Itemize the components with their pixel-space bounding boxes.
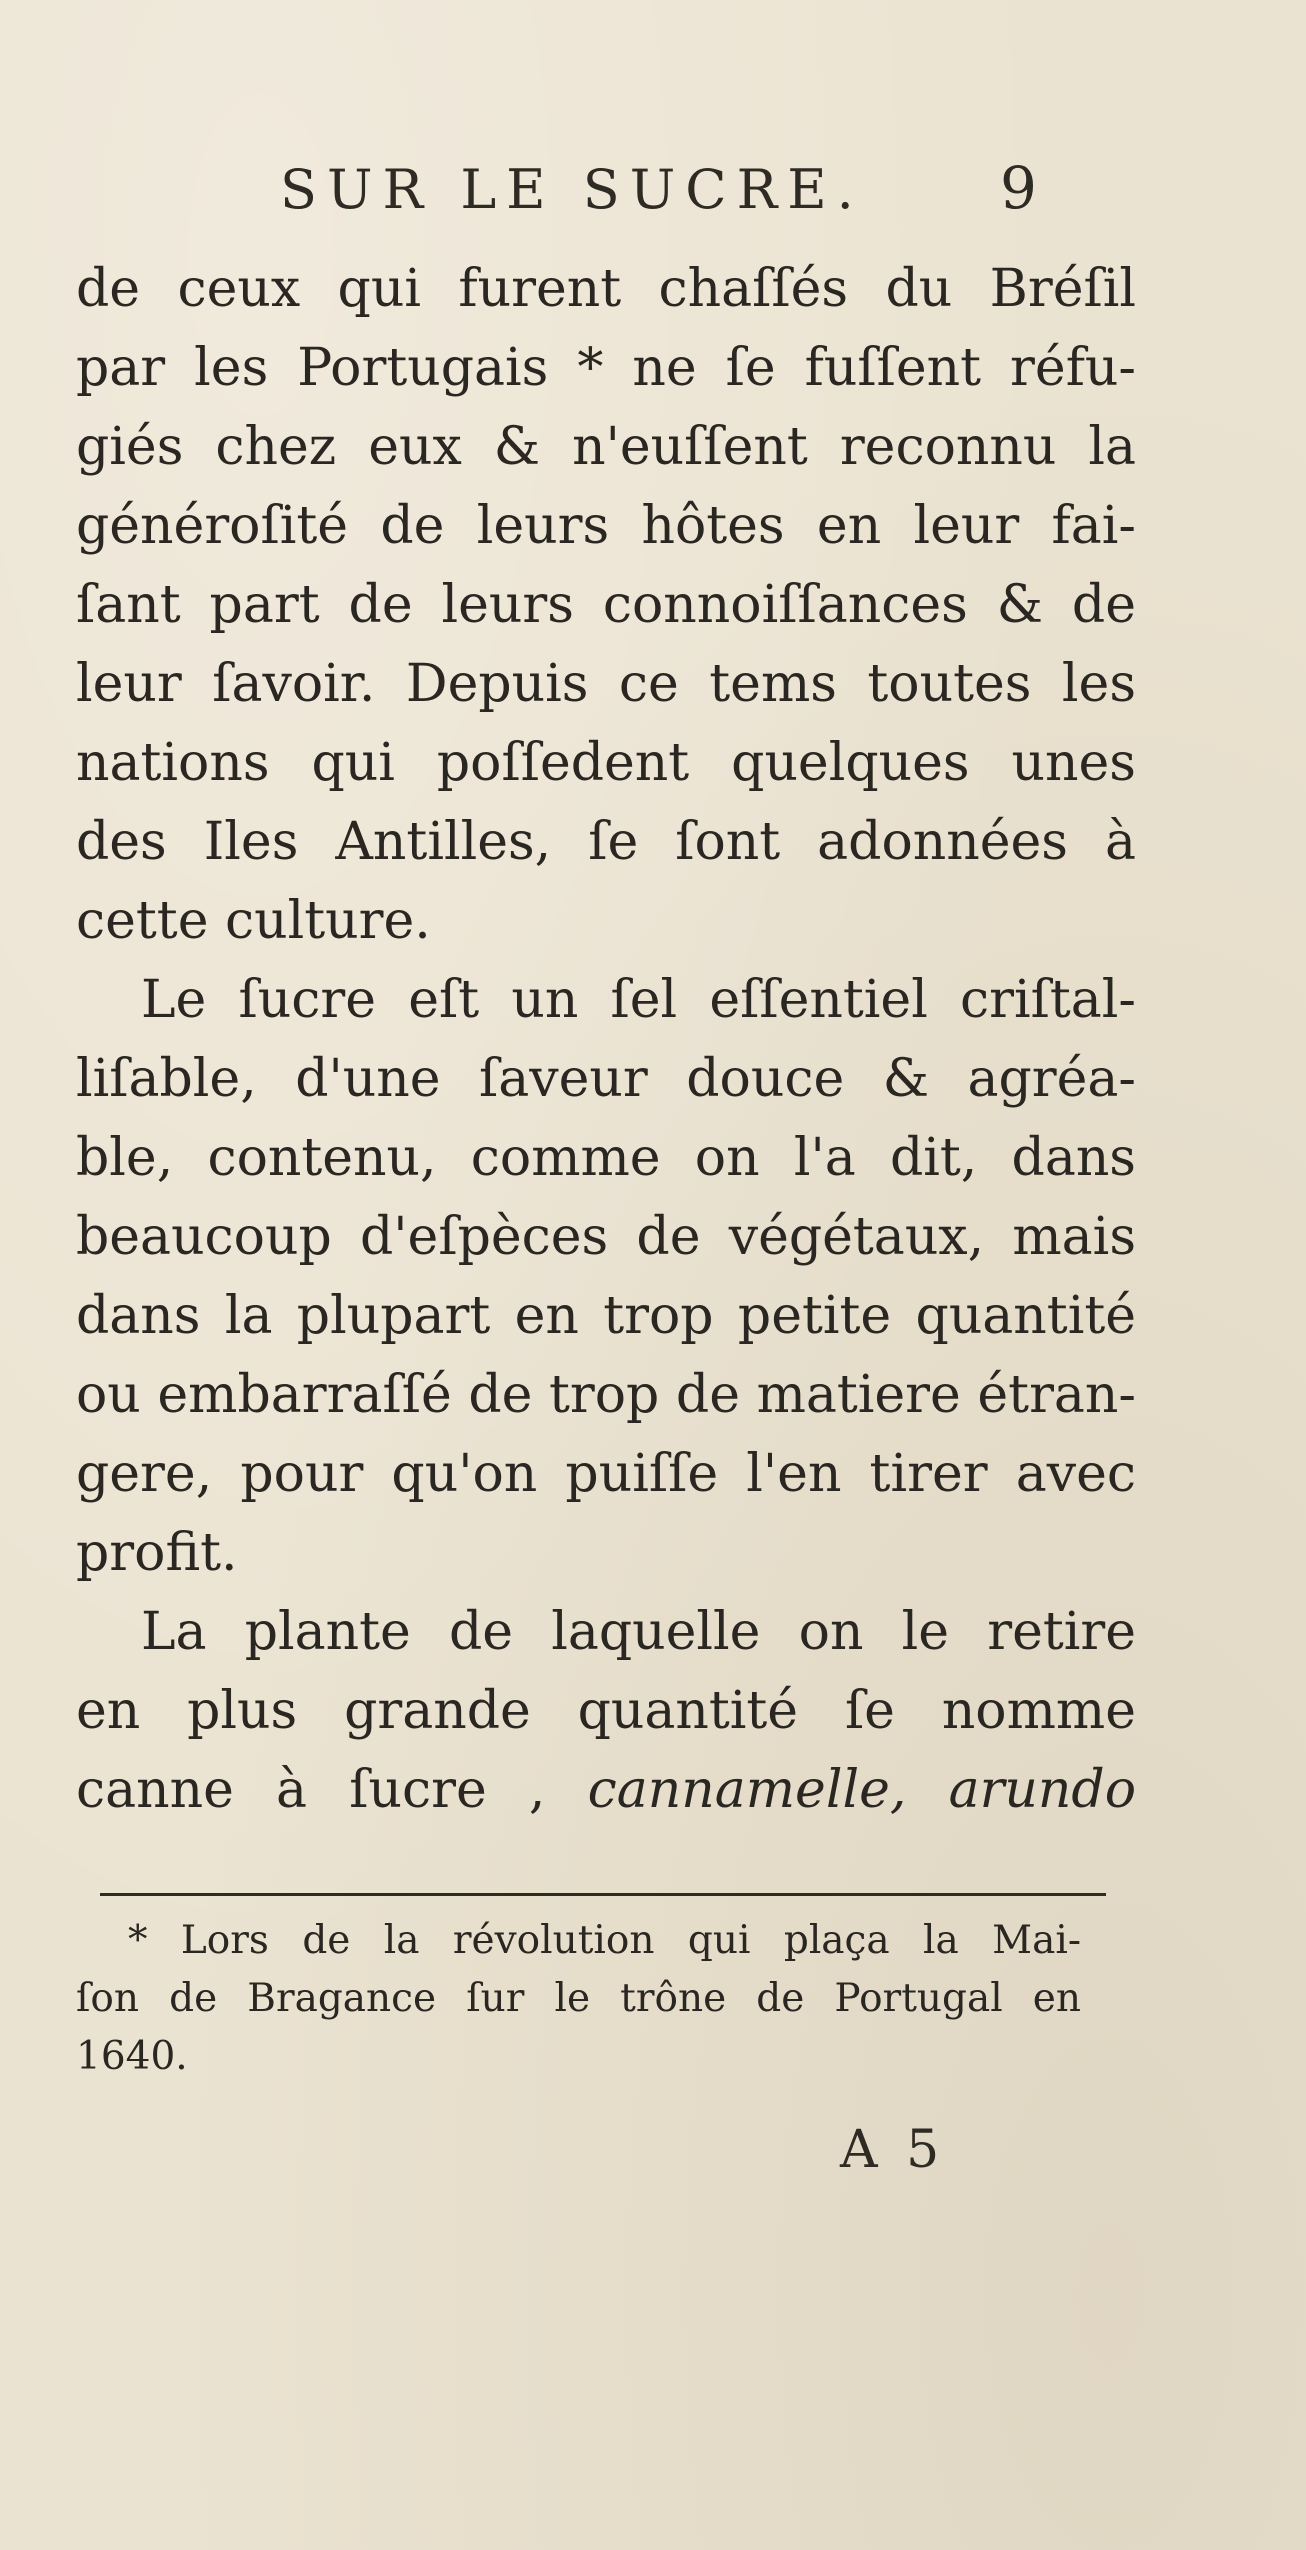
footnote-line: ſon de Bragance ſur le trône de Portugal en bbox=[76, 1976, 1081, 2021]
body-text bbox=[76, 250, 1136, 1830]
running-title: SUR LE SUCRE. bbox=[280, 158, 864, 221]
text-line: cette culture. bbox=[76, 891, 431, 951]
footnote-line: 1640. bbox=[76, 2034, 188, 2079]
text-line: généroſité de leurs hôtes en leur fai- bbox=[76, 496, 1136, 556]
signature-mark: A 5 bbox=[840, 2120, 946, 2180]
text-line: ſant part de leurs connoiſſances & de bbox=[76, 575, 1136, 635]
text-line: leur ſavoir. Depuis ce tems toutes les bbox=[76, 654, 1136, 714]
paragraph-start-line: La plante de laquelle on le retire bbox=[141, 1602, 1136, 1662]
text-line: dans la plupart en trop petite quantité bbox=[76, 1286, 1136, 1346]
text-line: profit. bbox=[76, 1523, 238, 1583]
text-line-with-italic bbox=[76, 1751, 1136, 1830]
text-line: en plus grande quantité ſe nomme bbox=[76, 1681, 1136, 1741]
footnote bbox=[76, 1912, 1081, 2086]
text-line: ou embarraſſé de trop de matiere étran- bbox=[76, 1365, 1136, 1425]
roman-text: canne à ſucre , bbox=[76, 1760, 546, 1820]
page-header bbox=[0, 154, 1306, 228]
text-line: ble, contenu, comme on l'a dit, dans bbox=[76, 1128, 1136, 1188]
text-line: des Iles Antilles, ſe ſont adonnées à bbox=[76, 812, 1136, 872]
paragraph-start-line: Le ſucre eſt un ſel eſſentiel criſtal- bbox=[141, 970, 1136, 1030]
text-line: gere, pour qu'on puiſſe l'en tirer avec bbox=[76, 1444, 1136, 1504]
italic-latin-name: cannamelle, arundo bbox=[587, 1760, 1136, 1820]
text-line: beaucoup d'eſpèces de végétaux, mais bbox=[76, 1207, 1136, 1267]
footnote-rule bbox=[100, 1893, 1106, 1896]
footnote-line: * Lors de la révolution qui plaça la Mai- bbox=[128, 1918, 1081, 1963]
text-line: liſable, d'une ſaveur douce & agréa- bbox=[76, 1049, 1136, 1109]
text-line: par les Portugais * ne ſe fuſſent réfu- bbox=[76, 338, 1136, 398]
text-line: de ceux qui furent chaſſés du Bréſil bbox=[76, 259, 1136, 319]
page-number: 9 bbox=[1000, 154, 1037, 222]
text-line: nations qui poſſedent quelques unes bbox=[76, 733, 1136, 793]
text-line: giés chez eux & n'euſſent reconnu la bbox=[76, 417, 1136, 477]
